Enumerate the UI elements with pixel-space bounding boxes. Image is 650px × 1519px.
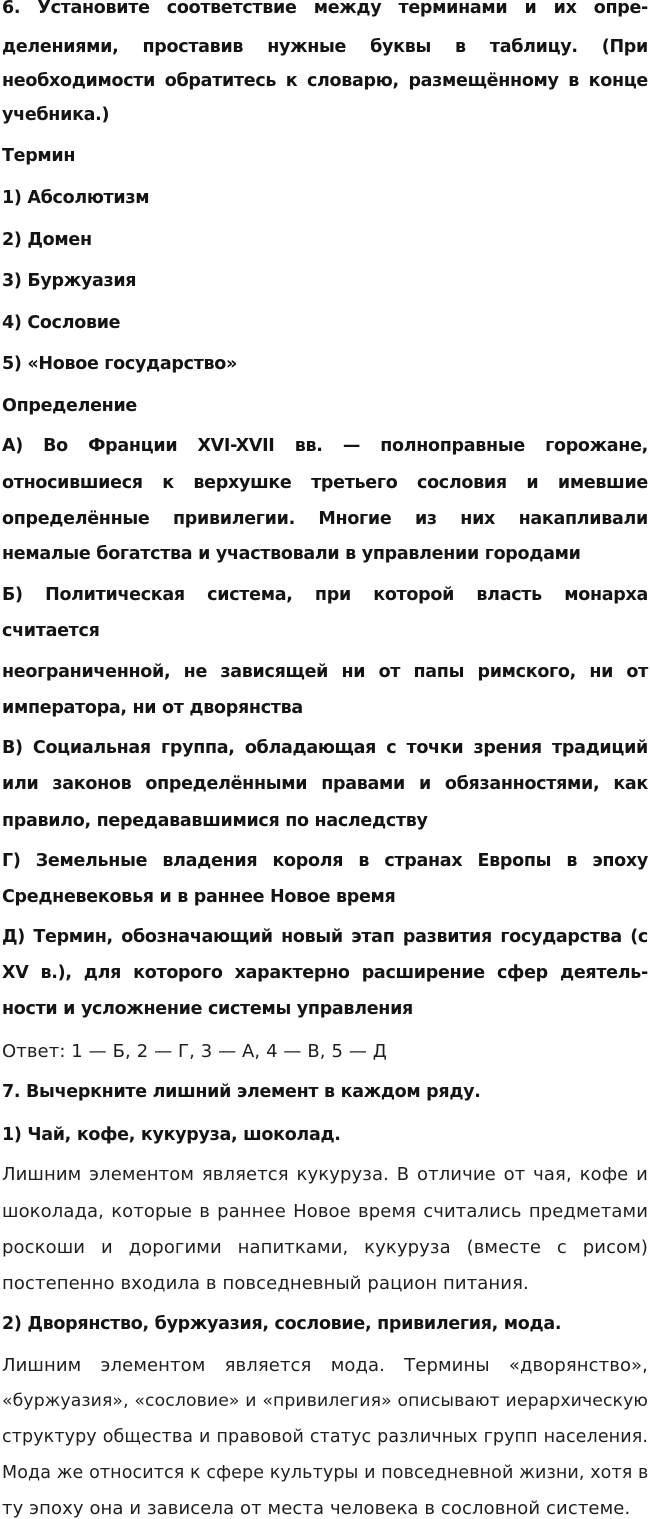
task7-row1-title: 1) Чай, кофе, кукуруза, шоколад. — [2, 1125, 341, 1145]
task7-row2-answer-line: «буржуазия», «сословие» и «привилегия» описывают иерархическую — [2, 1391, 648, 1411]
definition-a-line: А) Во Франции XVI-XVII вв. — полноправные горожане, — [2, 436, 648, 456]
definition-v-line: или законов определёнными правами и обязанностями, как — [2, 774, 648, 794]
term-item: 4) Сословие — [2, 313, 121, 333]
definition-g-line: Средневековья и в раннее Новое время — [2, 887, 396, 907]
task7-row1-answer-line: Лишним элементом является кукуруза. В отличие от чая, кофе и — [2, 1164, 648, 1185]
task7-row2-title: 2) Дворянство, буржуазия, сословие, привилегия, мода. — [2, 1314, 562, 1334]
term-item: 3) Буржуазия — [2, 271, 137, 291]
task7-row2-answer-line: ту эпоху она и зависела от места человека в сословной системе. — [2, 1498, 631, 1519]
definition-v-line: В) Социальная группа, обладающая с точки зрения традиций — [2, 738, 648, 758]
definition-d-line: Д) Термин, обозначающий новый этап развития государства (с — [2, 927, 648, 947]
task7-row2-answer-line: структуру общества и правовой статус различных групп населения. — [2, 1427, 648, 1447]
term-item: 1) Абсолютизм — [2, 188, 150, 208]
definition-d-line: ности и усложнение системы управления — [2, 999, 413, 1019]
task6-intro-line: 6. Установите соответствие между терминами и их опре- — [2, 0, 648, 18]
task7-row1-answer-line: роскоши и дорогими напитками, кукуруза (вместе с рисом) — [2, 1237, 648, 1258]
task6-answer: Ответ: 1 — Б, 2 — Г, 3 — А, 4 — В, 5 — Д — [2, 1041, 387, 1062]
task7-row1-answer-line: постепенно входила в повседневный рацион питания. — [2, 1273, 529, 1294]
definition-a-line: немалые богатства и участвовали в управлении городами — [2, 544, 581, 564]
definition-d-line: XV в.), для которого характерно расширение сфер деятель- — [2, 963, 648, 983]
definitions-heading: Определение — [2, 396, 137, 416]
task7-heading: 7. Вычеркните лишний элемент в каждом ряду. — [2, 1082, 481, 1102]
definition-a-line: относившиеся к верхушке третьего сословия и имевшие — [2, 473, 648, 493]
task7-row2-answer-line: Мода же относится к сфере культуры и повседневной жизни, хотя в — [2, 1463, 649, 1483]
definition-v-line: правило, передававшимися по наследству — [2, 811, 428, 831]
term-item: 5) «Новое государство» — [2, 354, 238, 374]
term-item: 2) Домен — [2, 230, 92, 250]
terms-heading: Термин — [2, 146, 76, 166]
definition-b-line: императора, ни от дворянства — [2, 698, 303, 718]
definition-a-line: определённые привилегии. Многие из них накапливали — [2, 509, 648, 529]
definition-b-line: Б) Политическая система, при которой власть монарха — [2, 585, 648, 605]
task7-row1-answer-line: шоколада, которые в раннее Новое время считались предметами — [2, 1201, 648, 1222]
definition-b-line: считается — [2, 621, 100, 641]
definition-g-line: Г) Земельные владения короля в странах Европы в эпоху — [2, 851, 648, 871]
definition-b-line: неограниченной, не зависящей ни от папы римского, ни от — [2, 662, 648, 682]
task6-intro-line: делениями, проставив нужные буквы в таблицу. (При — [2, 37, 648, 57]
task6-intro-line: необходимости обратитесь к словарю, размещённому в конце — [2, 71, 648, 91]
task6-intro-line: учебника.) — [2, 105, 110, 125]
task7-row2-answer-line: Лишним элементом является мода. Термины «дворянство», — [2, 1355, 648, 1376]
